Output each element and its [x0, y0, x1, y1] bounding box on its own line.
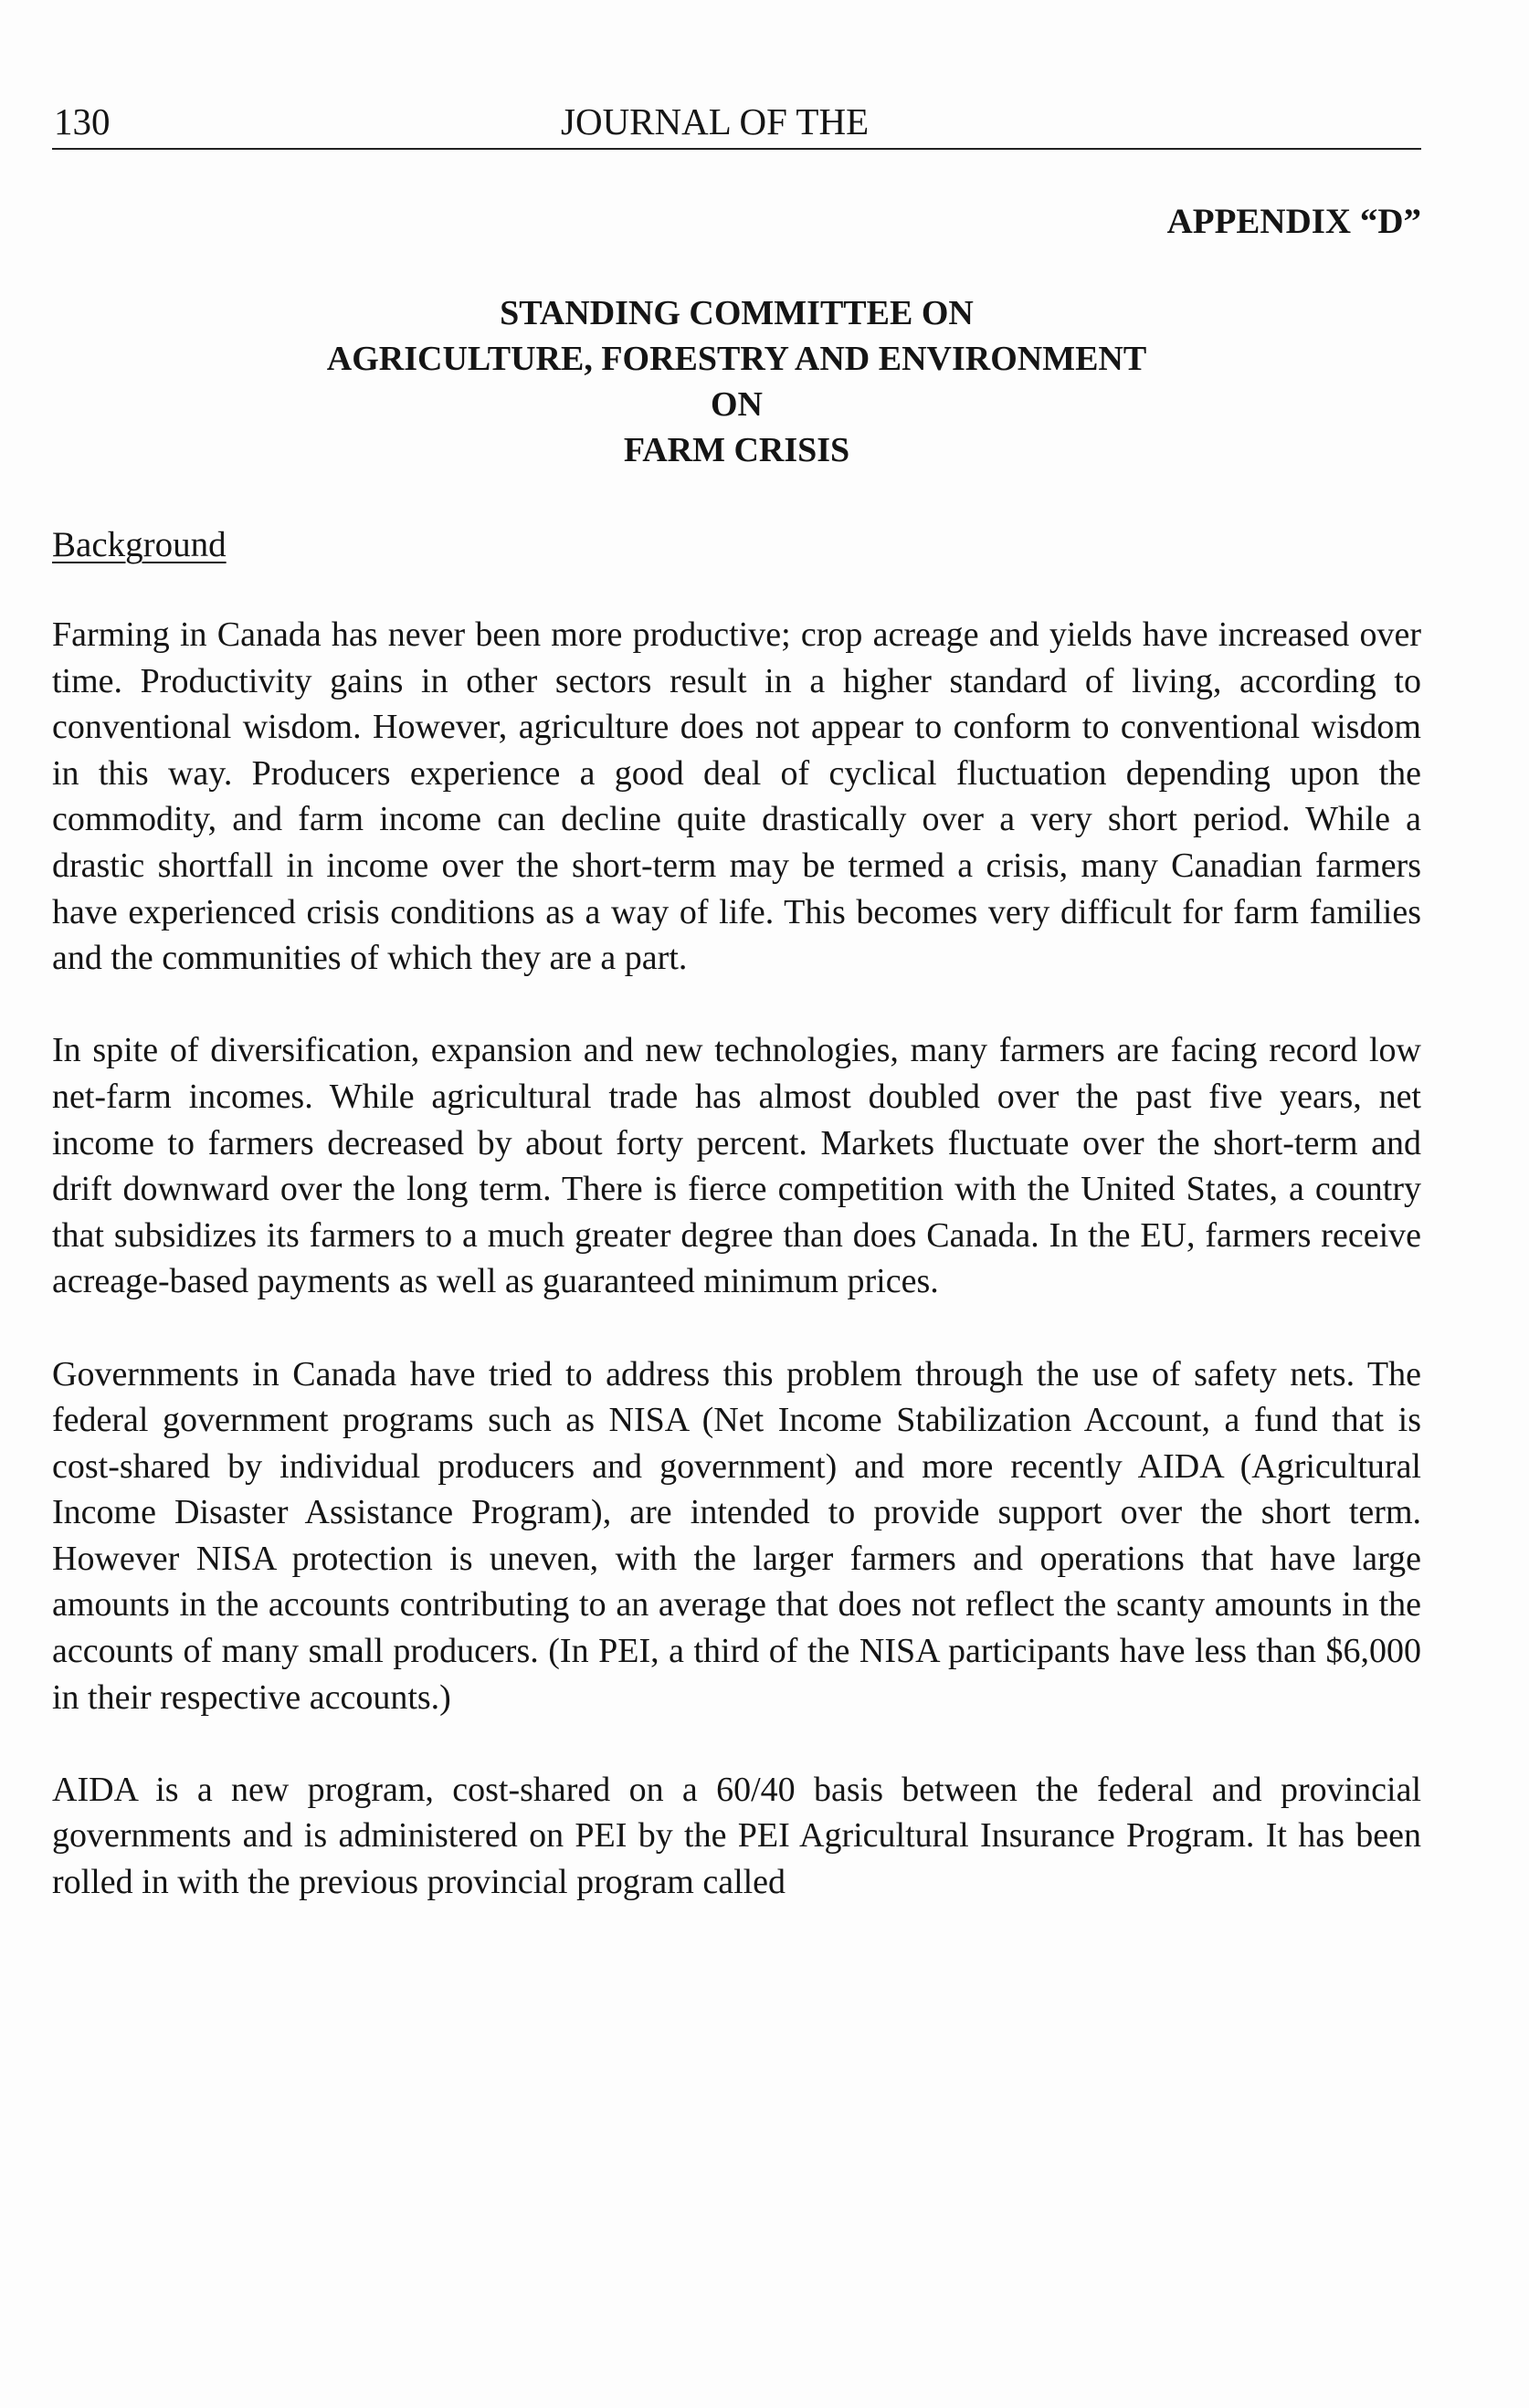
body-text: [52, 612, 1421, 1951]
title-line: FARM CRISIS: [623, 431, 850, 469]
paragraph: AIDA is a new program, cost-shared on a 60/40 basis between the federal and provincial governments and is administered on PEI by the PEI Agricultural Insurance Program. It has been rolled in with the previous provincial program called: [52, 1770, 1421, 1902]
header-rule: [52, 148, 1421, 150]
running-header: [52, 97, 1421, 146]
appendix-label: APPENDIX “D”: [1166, 202, 1421, 241]
page-number: 130: [54, 100, 111, 142]
title-line: ON: [711, 385, 763, 424]
paragraph: In spite of diversification, expansion and new technologies, many farmers are facing record low net-farm incomes. While agricultural trade has almost doubled over the past five years, net income to farmers decreased by about forty percent. Markets fluctuate over the short-term and drift downward over the long term. There is fierce competition with the United States, a country that subsidizes its farmers to a much greater degree than does Canada. In the EU, farmers receive acreage-based payments as well as guaranteed minimum prices.: [52, 1031, 1421, 1301]
document-title: [52, 290, 1421, 473]
paragraph: Governments in Canada have tried to address this problem through the use of safety nets. The federal government programs such as NISA (Net Income Stabilization Account, a fund that is cost-shared by individual producers and government) and more recently AIDA (Agricultural Income Disaster Assistance Program), are intended to provide support over the short term. However NISA protection is uneven, with the larger farmers and operations that have large amounts in the accounts contributing to an average that does not reflect the scanty amounts in the accounts of many small producers. (In PEI, a third of the NISA participants have less than $6,000 in their respective accounts.): [52, 1354, 1421, 1717]
document-page: [52, 0, 1421, 2408]
section-heading: Background: [52, 525, 227, 564]
paragraph: Farming in Canada has never been more productive; crop acreage and yields have increased over time. Productivity gains in other sectors result in a higher standard of living, according to conventional wisdom. However, agriculture does not appear to conform to conventional wisdom in this way. Producers experience a good deal of cyclical fluctuation depending upon the commodity, and farm income can decline quite drastically over a very short period. While a drastic shortfall in income over the short-term may be termed a crisis, many Canadian farmers have experienced crisis conditions as a way of life. This becomes very difficult for farm families and the communities of which they are a part.: [52, 615, 1421, 978]
title-line: AGRICULTURE, FORESTRY AND ENVIRONMENT: [326, 340, 1147, 378]
journal-title: JOURNAL OF THE: [561, 100, 870, 142]
title-line: STANDING COMMITTEE ON: [500, 294, 974, 332]
